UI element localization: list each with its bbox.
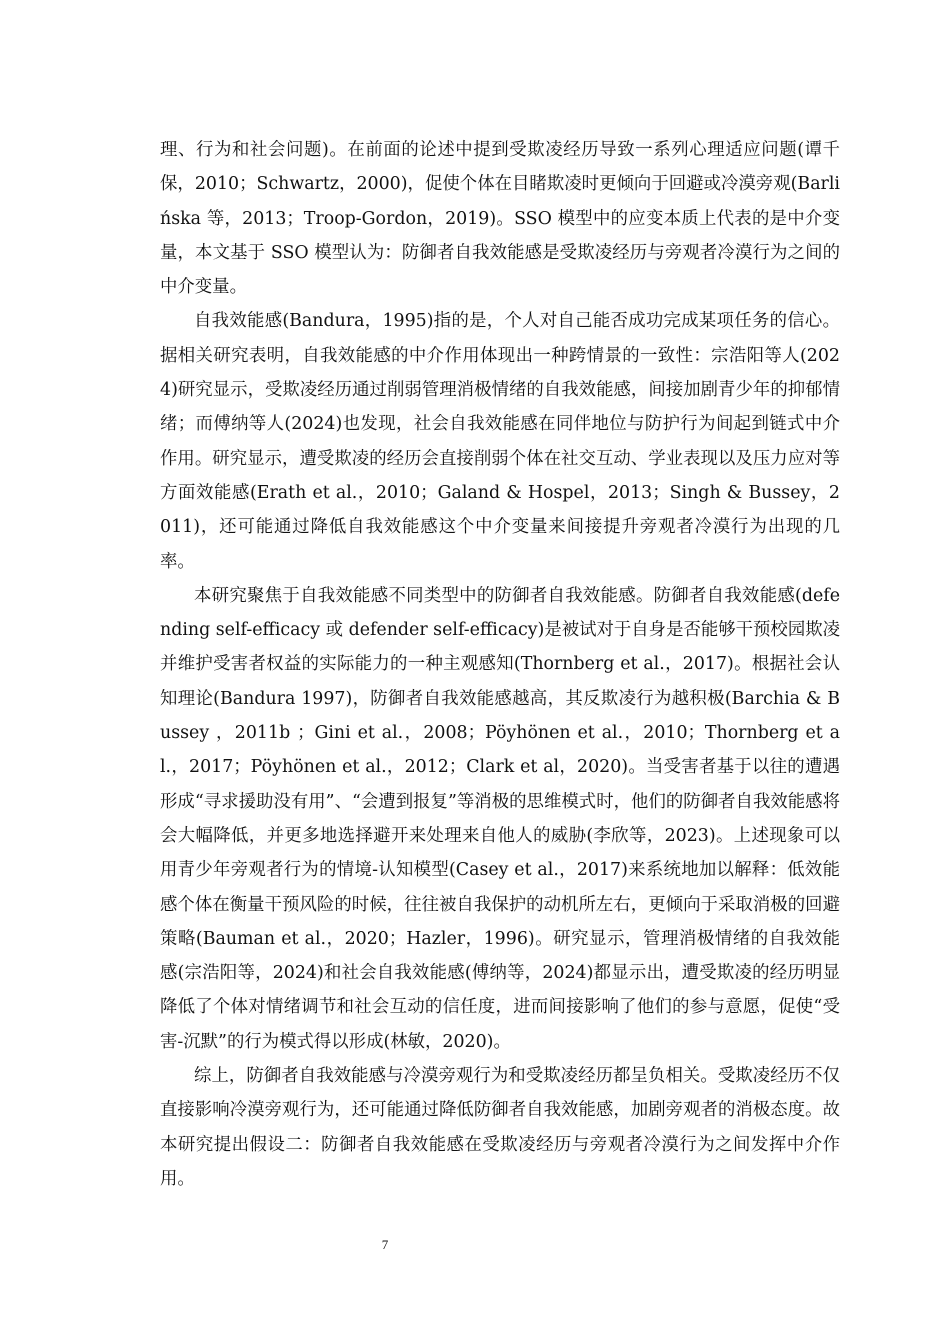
- paragraph-continuation: 理、行为和社会问题)。在前面的论述中提到受欺凌经历导致一系列心理适应问题(谭千保，2010；Schwartz，2000)，促使个体在目睹欺凌时更倾向于回避或冷漠旁观(Barlińska 等，2013；Troop-Gordon，2019)。SSO 模型中的应变本质上代表的是中介变量，本文基于 SSO 模型认为：防御者自我效能感是受欺凌经历与旁观者冷漠行为之间的中介变量。: [160, 140, 840, 298]
- paragraph-hypothesis-two: 综上，防御者自我效能感与冷漠旁观行为和受欺凌经历都呈负相关。受欺凌经历不仅直接影响冷漠旁观行为，还可能通过降低防御者自我效能感，加剧旁观者的消极态度。故本研究提出假设二：防御者自我效能感在受欺凌经历与旁观者冷漠行为之间发挥中介作用。: [160, 1066, 840, 1189]
- body-text: [160, 133, 840, 1196]
- paragraph-defending-self-efficacy: 本研究聚焦于自我效能感不同类型中的防御者自我效能感。防御者自我效能感(defending self-efficacy 或 defender self-efficacy)是被试对于自身是否能够干预校园欺凌并维护受害者权益的实际能力的一种主观感知(Thornberg et al.，2017)。根据社会认知理论(Bandura 1997)，防御者自我效能感越高，其反欺凌行为越积极(Barchia & Bussey ，2011b ；Gini et al.，2008；Pöyhönen et al.，2010；Thornberg et al.，2017；Pöyhönen et al.，2012；Clark et al，2020)。当受害者基于以往的遭遇形成“寻求援助没有用”、“会遭到报复”等消极的思维模式时，他们的防御者自我效能感将会大幅降低，并更多地选择避开来处理来自他人的威胁(李欣等，2023)。上述现象可以用青少年旁观者行为的情境-认知模型(Casey et al.，2017)来系统地加以解释：低效能感个体在衡量干预风险的时候，往往被自我保护的动机所左右，更倾向于采取消极的回避策略(Bauman et al.，2020；Hazler，1996)。研究显示，管理消极情绪的自我效能感(宗浩阳等，2024)和社会自我效能感(傅纳等，2024)都显示出，遭受欺凌的经历明显降低了个体对情绪调节和社会互动的信任度，进而间接影响了他们的参与意愿，促使“受害-沉默”的行为模式得以形成(林敏，2020)。: [160, 585, 840, 1052]
- page-number: 7: [381, 1237, 389, 1252]
- paragraph-self-efficacy: 自我效能感(Bandura，1995)指的是，个人对自己能否成功完成某项任务的信心。据相关研究表明，自我效能感的中介作用体现出一种跨情景的一致性：宗浩阳等人(2024)研究显示，受欺凌经历通过削弱管理消极情绪的自我效能感，间接加剧青少年的抑郁情绪；而傅纳等人(2024)也发现，社会自我效能感在同伴地位与防护行为间起到链式中介作用。研究显示，遭受欺凌的经历会直接削弱个体在社交互动、学业表现以及压力应对等方面效能感(Erath et al.，2010；Galand & Hospel，2013；Singh & Bussey，2011)，还可能通过降低自我效能感这个中介变量来间接提升旁观者冷漠行为出现的几率。: [160, 311, 840, 572]
